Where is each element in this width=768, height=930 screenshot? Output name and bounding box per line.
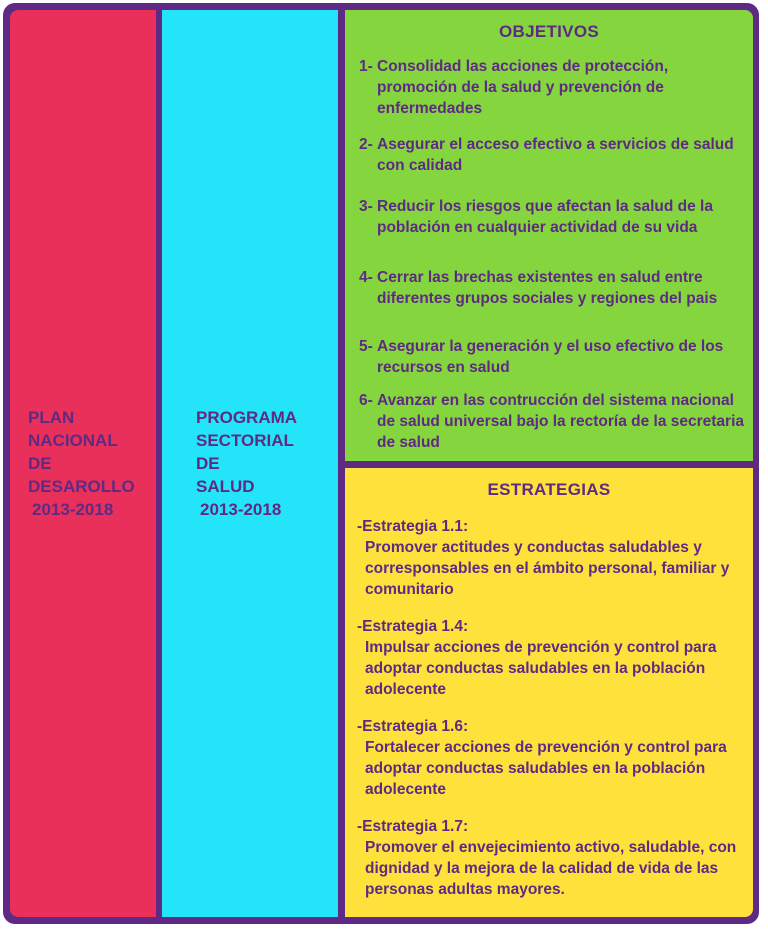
- objetivo-item: [359, 196, 747, 238]
- estrategia-item: [357, 616, 753, 700]
- objetivos-box: [345, 10, 753, 461]
- estrategia-label: -Estrategia 1.1:: [357, 518, 469, 535]
- plan-nacional-column: [10, 10, 156, 917]
- programa-line-1: PROGRAMA: [196, 408, 298, 427]
- estrategia-label: -Estrategia 1.6:: [357, 718, 469, 735]
- objetivo-text: Reducir los riesgos que afectan la salud de la población en cualquier actividad de su vida: [377, 198, 713, 236]
- objetivo-text: Consolidad las acciones de protección, promoción de la salud y prevención de enfermedades: [377, 58, 669, 117]
- estrategias-title: ESTRATEGIAS: [487, 480, 611, 499]
- plan-years: 2013-2018: [32, 500, 114, 519]
- objetivo-item: [359, 134, 747, 176]
- objetivo-text: Asegurar el acceso efectivo a servicios de salud con calidad: [377, 136, 734, 174]
- programa-line-4: SALUD: [196, 477, 255, 496]
- programa-years: 2013-2018: [200, 500, 282, 519]
- estrategia-label: -Estrategia 1.4:: [357, 618, 469, 635]
- objetivo-item: [359, 336, 747, 378]
- estrategia-text: Promover actitudes y conductas saludables y corresponsables en el ámbito personal, familiar y comunitario: [365, 539, 730, 598]
- objetivo-number: 3-: [359, 198, 373, 215]
- objetivo-number: 6-: [359, 392, 373, 409]
- estrategia-label: -Estrategia 1.7:: [357, 818, 469, 835]
- objetivo-text: Asegurar la generación y el uso efectivo de los recursos en salud: [377, 338, 724, 376]
- objetivo-number: 4-: [359, 269, 373, 286]
- programa-sectorial-title: [196, 406, 336, 521]
- objetivo-number: 2-: [359, 136, 373, 153]
- estrategia-item: [357, 716, 753, 800]
- plan-line-3: DE: [28, 454, 52, 473]
- plan-line-4: DESAROLLO: [28, 477, 135, 496]
- estrategia-item: [357, 816, 753, 900]
- objetivo-item: [359, 56, 747, 119]
- objetivo-text: Cerrar las brechas existentes en salud entre diferentes grupos sociales y regiones del pais: [377, 269, 718, 307]
- programa-line-2: SECTORIAL: [196, 431, 294, 450]
- plan-nacional-title: [28, 406, 156, 521]
- estrategia-text: Impulsar acciones de prevención y control para adoptar conductas saludables en la población adolecente: [365, 639, 717, 698]
- estrategias-box: [345, 468, 753, 917]
- objetivo-number: 1-: [359, 58, 373, 75]
- estrategia-text: Promover el envejecimiento activo, saludable, con dignidad y la mejora de la calidad de vida de las personas adultas mayores.: [365, 839, 737, 898]
- programa-sectorial-column: [162, 10, 338, 917]
- objetivo-item: [359, 267, 747, 309]
- objetivos-title: OBJETIVOS: [498, 22, 599, 41]
- estrategia-text: Fortalecer acciones de prevención y control para adoptar conductas saludables en la población adolecente: [365, 739, 727, 798]
- objetivo-item: [359, 390, 747, 453]
- estrategia-item: [357, 516, 753, 600]
- plan-line-2: NACIONAL: [28, 431, 118, 450]
- objetivo-text: Avanzar en las contrucción del sistema nacional de salud universal bajo la rectoría de la secretaria de salud: [377, 392, 745, 451]
- objetivo-number: 5-: [359, 338, 373, 355]
- plan-line-1: PLAN: [28, 408, 75, 427]
- programa-line-3: DE: [196, 454, 220, 473]
